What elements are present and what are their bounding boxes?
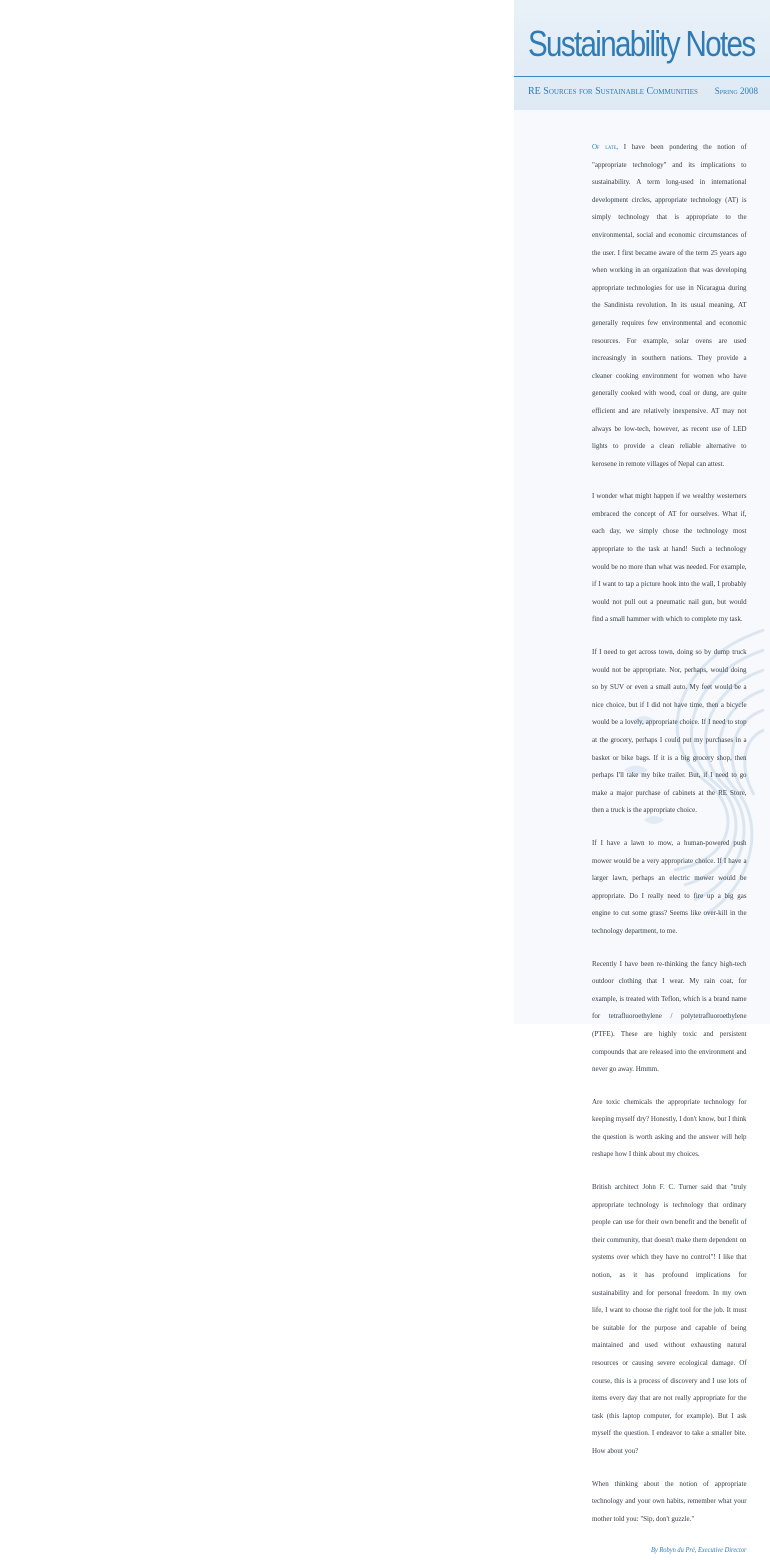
- editorial-article: [592, 138, 747, 1560]
- masthead-rule: [514, 76, 770, 77]
- page-title: Sustainability Notes: [528, 23, 755, 64]
- article-paragraph: British architect John F. C. Turner said that "truly appropriate technology is technology that ordinary people can use for their own benefit and the benefit of their community, that doesn't make them dependent on systems over which they have no control"! I like that notion, as it has profound implications for sustainability and for personal freedom. In my own life, I want to choose the right tool for the job. It must be suitable for the purpose and capable of being maintained and used without exhausting natural resources or causing severe ecological damage. Of course, this is a process of discovery and I use lots of items every day that are not really appropriate for the task (this laptop computer, for example). But I ask myself the question. I endeavor to take a smaller bite. How about you?: [592, 1182, 747, 1455]
- lead-in: Of late,: [592, 142, 619, 151]
- article-paragraph: I wonder what might happen if we wealthy westerners embraced the concept of AT for ourselves. What if, each day, we simply chose the technology most appropriate to the task at hand! Such a technology would be no more than what was needed. For example, if I want to tap a picture hook into the wall, I probably would not pull out a pneumatic nail gun, but would find a small hammer with which to complete my task.: [592, 491, 747, 624]
- paragraph-text: I have been pondering the notion of "appropriate technology" and its implications to sustainability. A term long-used in international development circles, appropriate technology (AT) is simply technology that is appropriate to the environmental, social and economic circumstances of the user. I first became aware of the term 25 years ago when working in an organization that was developing appropriate technologies for use in Nicaragua during the Sandinista revolution. In its usual meaning, AT generally requires few environmental and economic resources. For example, solar ovens are used increasingly in southern nations. They provide a cleaner cooking environment for women who have generally cooked with wood, coal or dung, are quite efficient and are relatively inexpensive. AT may not always be low-tech, however, as recent use of LED lights to provide a clean reliable alternative to kerosene in remote villages of Nepal can attest.: [592, 142, 747, 468]
- article-paragraph: [592, 138, 747, 472]
- article-paragraph: If I need to get across town, doing so by dump truck would not be appropriate. Nor, perhaps, would doing so by SUV or even a small auto. My feet would be a nice choice, but if I did not have time, then a bicycle would be a lovely, appropriate choice. If I need to stop at the grocery, perhaps I could put my purchases in a basket or bike bags. If it is a big grocery shop, then perhaps I'll take my bike trailer. But, if I need to go make a major purchase of cabinets at the RE Store, then a truck is the appropriate choice.: [592, 647, 747, 815]
- masthead-subtitle: RE Sources for Sustainable Communities: [528, 86, 698, 97]
- masthead-subtitle-row: [528, 86, 762, 102]
- issue-date: Spring 2008: [714, 86, 758, 96]
- article-paragraph: Recently I have been re-thinking the fancy high-tech outdoor clothing that I wear. My rain coat, for example, is treated with Teflon, which is a brand name for tetrafluoroethylene / polytetrafluoroethylene (PTFE). These are highly toxic and persistent compounds that are released into the environment and never go away. Hmmm.: [592, 958, 747, 1074]
- byline: By Robyn du Pré, Executive Director: [650, 1546, 747, 1555]
- article-paragraph: If I have a lawn to mow, a human-powered push mower would be a very appropriate choice. If I have a larger lawn, perhaps an electric mower would be appropriate. Do I really need to fire up a big gas engine to cut some grass? Seems like over-kill in the technology department, to me.: [592, 837, 747, 935]
- masthead: [514, 0, 770, 110]
- article-paragraph: Are toxic chemicals the appropriate technology for keeping myself dry? Honestly, I don't know, but I think the question is worth asking and the answer will help reshape how I think about my choices.: [592, 1096, 747, 1159]
- article-paragraph: When thinking about the notion of appropriate technology and your own habits, remember what your mother told you: "Sip, don't guzzle.": [592, 1478, 747, 1523]
